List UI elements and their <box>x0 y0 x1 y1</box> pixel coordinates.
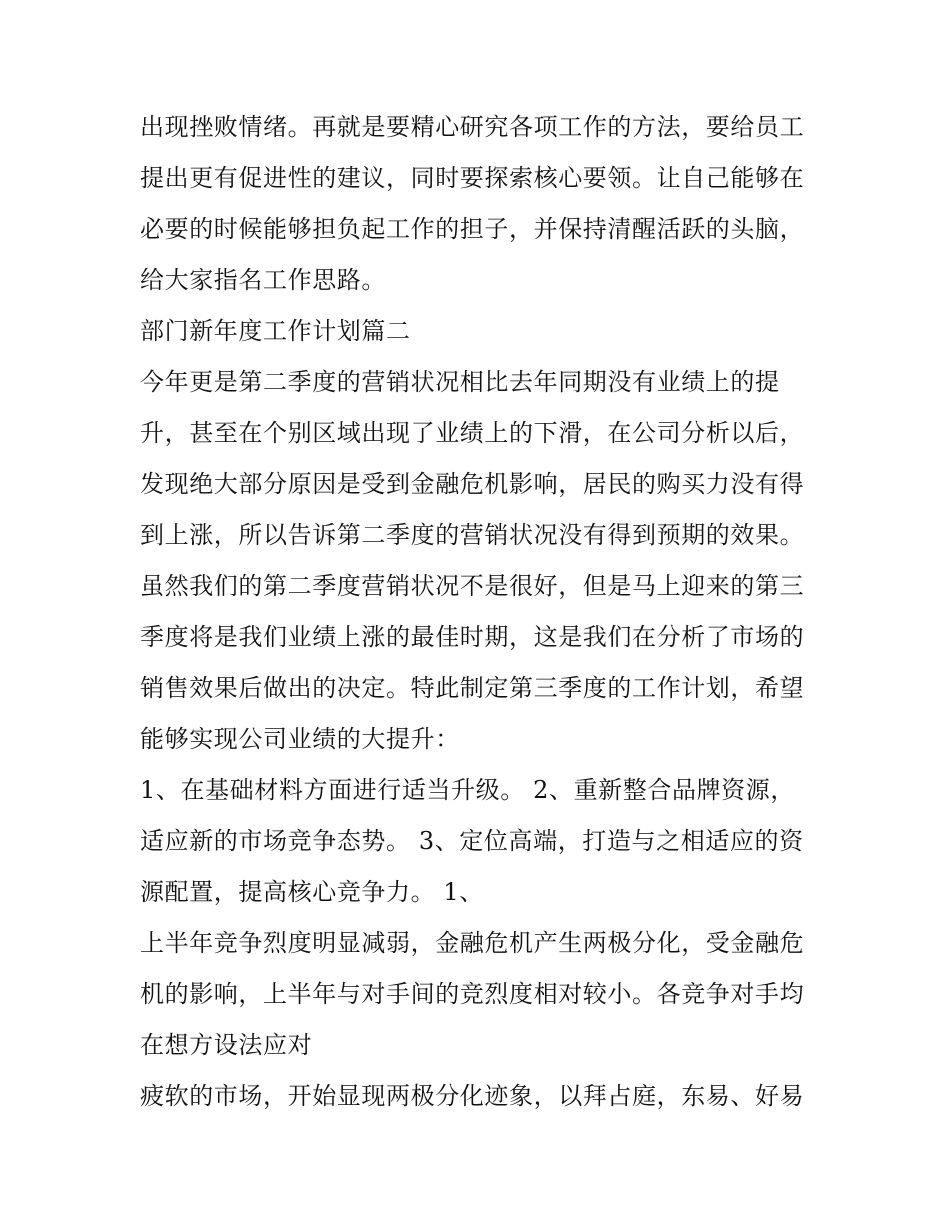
text-line: 机的影响，上半年与对手间的竞烈度相对较小。各竞争对手均 <box>140 980 805 1008</box>
text-line: 适应新的市场竞争态势。 3、定位高端，打造与之相适应的资 <box>140 827 804 855</box>
text-line: 升，甚至在个别区域出现了业绩上的下滑，在公司分析以后， <box>140 419 805 447</box>
text-line: 发现绝大部分原因是受到金融危机影响，居民的购买力没有得 <box>140 470 805 498</box>
text-line: 销售效果后做出的决定。特此制定第三季度的工作计划，希望 <box>140 674 805 702</box>
text-line: 疲软的市场，开始显现两极分化迹象，以拜占庭，东易、好易 <box>140 1082 805 1110</box>
text-line: 上半年竞争烈度明显减弱，金融危机产生两极分化，受金融危 <box>140 929 805 957</box>
text-line: 虽然我们的第二季度营销状况不是很好，但是马上迎来的第三 <box>140 572 805 600</box>
text-line: 1、在基础材料方面进行适当升级。 2、重新整合品牌资源， <box>140 776 795 804</box>
text-line: 能够实现公司业绩的大提升： <box>140 725 460 753</box>
text-line: 到上涨，所以告诉第二季度的营销状况没有得到预期的效果。 <box>140 521 805 549</box>
text-line: 出现挫败情绪。再就是要精心研究各项工作的方法，要给员工 <box>140 113 805 141</box>
text-line: 季度将是我们业绩上涨的最佳时期，这是我们在分析了市场的 <box>140 623 805 651</box>
text-line: 必要的时候能够担负起工作的担子，并保持清醒活跃的头脑， <box>140 215 805 243</box>
text-line: 源配置，提高核心竞争力。 1、 <box>140 878 484 906</box>
text-line: 在想方设法应对 <box>140 1031 313 1059</box>
section-heading: 部门新年度工作计划篇二 <box>140 317 411 345</box>
text-line: 给大家指名工作思路。 <box>140 266 386 294</box>
text-line: 提出更有促进性的建议，同时要探索核心要领。让自己能够在 <box>140 164 805 192</box>
text-line: 今年更是第二季度的营销状况相比去年同期没有业绩上的提 <box>140 368 780 396</box>
